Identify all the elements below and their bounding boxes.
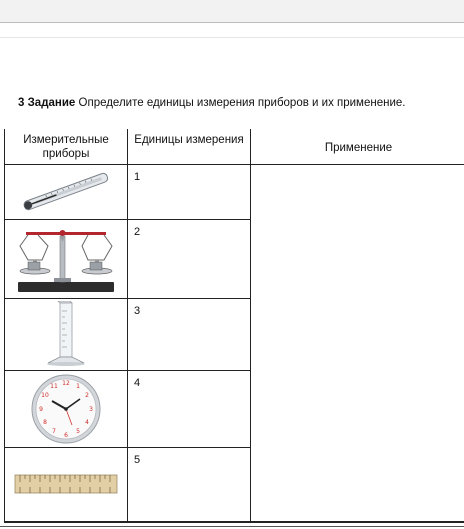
svg-text:2: 2 [85,391,89,399]
balance-scale-icon [14,222,118,296]
task-number: 3 Задание [18,97,76,109]
svg-text:11: 11 [50,382,58,390]
instruments-table [4,129,464,523]
instrument-cell [5,447,128,522]
application-cell [251,164,464,219]
divider [0,37,464,38]
svg-text:9: 9 [39,405,43,413]
svg-text:6: 6 [64,431,68,439]
application-cell [251,447,464,522]
units-cell [128,298,251,370]
table-row [5,447,464,522]
instrument-cell [5,370,128,447]
row-number: 5 [134,453,141,466]
application-cell [251,219,464,298]
instrument-cell [5,298,128,370]
units-cell [128,164,251,219]
svg-text:3: 3 [89,405,93,413]
header-instruments: Измерительные приборы [5,129,128,164]
top-band [0,0,464,22]
clock-icon [28,373,104,445]
header-units: Единицы измерения [128,129,251,164]
svg-text:7: 7 [52,427,56,435]
row-number: 3 [134,304,141,317]
row-number: 4 [134,376,141,389]
table-header-row [5,129,464,164]
svg-text:1: 1 [76,382,80,390]
application-cell [251,298,464,370]
application-cell [251,370,464,447]
svg-text:4: 4 [85,418,89,426]
table-row [5,298,464,370]
thermometer-icon [16,167,116,217]
ruler-icon [14,472,118,496]
units-cell [128,219,251,298]
svg-text:8: 8 [43,418,47,426]
header-application: Применение [251,129,464,164]
table-row [5,219,464,298]
row-number: 2 [134,225,141,238]
instrument-cell [5,164,128,219]
svg-text:10: 10 [41,391,49,399]
units-cell [128,370,251,447]
units-cell [128,447,251,522]
task-heading [18,97,405,109]
row-number: 1 [134,170,141,183]
instrument-cell [5,219,128,298]
measuring-cylinder-icon [36,301,96,367]
table-row [5,164,464,219]
table-row [5,370,464,447]
divider [0,526,464,527]
svg-text:12: 12 [62,379,70,387]
task-text: Определите единицы измерения приборов и их применение. [78,97,406,109]
divider [0,22,464,23]
svg-text:5: 5 [76,427,80,435]
